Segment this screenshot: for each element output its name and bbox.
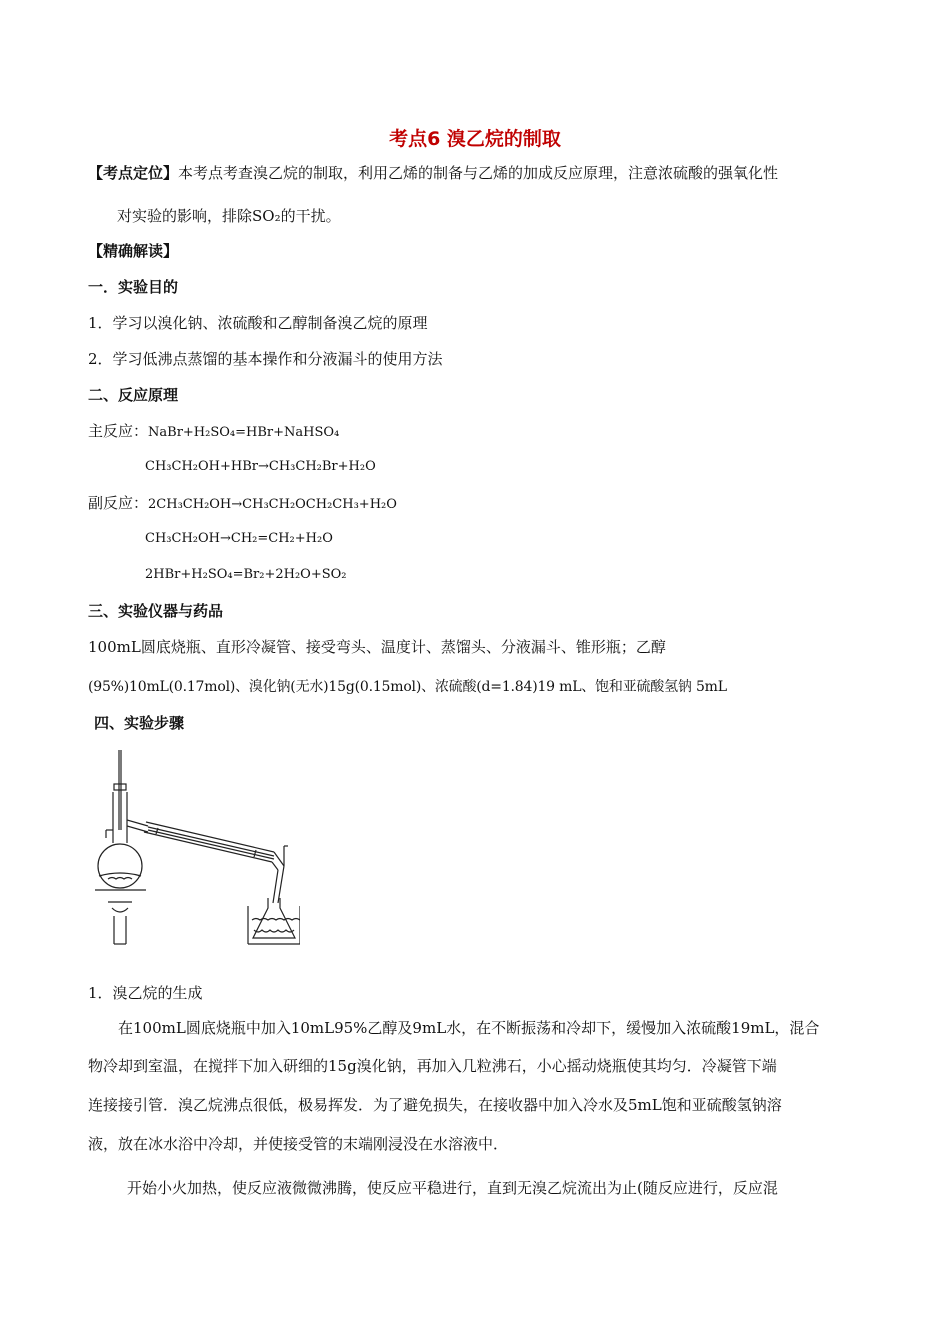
- main-reaction-label: 主反应：: [88, 422, 149, 440]
- purpose-item-1: 1．学习以溴化钠、浓硫酸和乙醇制备溴乙烷的原理: [88, 314, 428, 332]
- section-heading-principle: 二、反应原理: [88, 386, 179, 404]
- position-paragraph-line1: [88, 163, 778, 183]
- main-reaction-1: NaBr+H₂SO₄=HBr+NaHSO₄: [148, 425, 340, 440]
- side-reaction-3: 2HBr+H₂SO₄=Br₂+2H₂O+SO₂: [145, 567, 347, 582]
- side-reaction-label: 副反应：: [88, 494, 149, 512]
- materials-line-1: 100mL圆底烧瓶、直形冷凝管、接受弯头、温度计、蒸馏头、分液漏斗、锥形瓶；乙醇: [88, 638, 666, 656]
- page-title: 考点6 溴乙烷的制取: [389, 128, 561, 150]
- section-heading-purpose: 一．实验目的: [88, 278, 179, 296]
- step1-title: 1．溴乙烷的生成: [88, 984, 203, 1002]
- section-heading-steps: 四、实验步骤: [94, 714, 185, 732]
- position-text-1: 本考点考查溴乙烷的制取，利用乙烯的制备与乙烯的加成反应原理，注意浓硫酸的强氧化性: [178, 164, 779, 182]
- interpretation-label: 【精确解读】: [88, 242, 179, 260]
- paragraph1-line3: 连接接引管．溴乙烷沸点很低，极易挥发．为了避免损失，在接收器中加入冷水及5mL饱和亚硫酸氢钠溶: [88, 1096, 782, 1114]
- materials-line-2: (95%)10mL(0.17mol)、溴化钠(无水)15g(0.15mol)、浓硫酸(d=1.84)19 mL、饱和亚硫酸氢钠 5mL: [88, 679, 727, 695]
- paragraph2-line1: 开始小火加热，使反应液微微沸腾，使反应平稳进行，直到无溴乙烷流出为止(随反应进行，反应混: [127, 1179, 778, 1197]
- section-heading-materials: 三、实验仪器与药品: [88, 602, 224, 620]
- paragraph1-line2: 物冷却到室温，在搅拌下加入研细的15g溴化钠，再加入几粒沸石，小心摇动烧瓶使其均匀．冷凝管下端: [88, 1057, 777, 1075]
- main-reaction-row: [88, 421, 339, 443]
- distillation-apparatus-diagram: [88, 748, 300, 946]
- paragraph1-line1: 在100mL圆底烧瓶中加入10mL95%乙醇及9mL水，在不断振荡和冷却下，缓慢加入浓硫酸19mL，混合: [118, 1019, 820, 1037]
- side-reaction-row: [88, 493, 397, 515]
- side-reaction-2: CH₃CH₂OH→CH₂=CH₂+H₂O: [145, 531, 333, 546]
- main-reaction-2: CH₃CH₂OH+HBr→CH₃CH₂Br+H₂O: [145, 459, 376, 474]
- position-text-2: 对实验的影响，排除SO₂的干扰。: [117, 207, 341, 225]
- side-reaction-1: 2CH₃CH₂OH→CH₃CH₂OCH₂CH₃+H₂O: [148, 497, 397, 512]
- purpose-item-2: 2．学习低沸点蒸馏的基本操作和分液漏斗的使用方法: [88, 350, 443, 368]
- position-label: 【考点定位】: [88, 164, 179, 182]
- paragraph1-line4: 液，放在冰水浴中冷却，并使接受管的末端刚浸没在水溶液中．: [88, 1135, 509, 1153]
